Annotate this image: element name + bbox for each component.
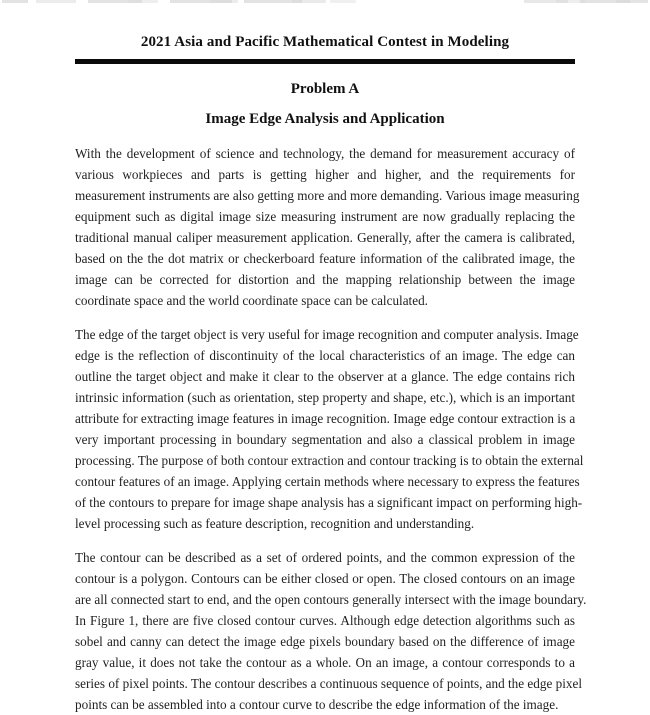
text-line: of the contours to prepare for image shape analysis has a significant impact on performing high- (75, 495, 583, 510)
text-line: based on the the dot matrix or checkerboard feature information of the calibrated image, the (75, 251, 575, 266)
text-line: are all connected start to end, and the open contours generally intersect with the image boundary. (75, 592, 587, 607)
page-edge-artifacts (0, 0, 650, 4)
paragraph (75, 143, 580, 311)
text-line: equipment such as digital image size measuring instrument are now gradually replacing the (75, 209, 575, 224)
text-line: In Figure 1, there are five closed contour curves. Although edge detection algorithms such as (75, 613, 575, 628)
text-line: level processing such as feature description, recognition and understanding. (75, 516, 475, 531)
text-line: sobel and canny can detect the image edge pixels boundary based on the difference of image (75, 634, 575, 649)
text-line: contour features of an image. Applying certain methods where necessary to express the features (75, 474, 580, 489)
text-line: image can be corrected for distortion and the mapping relationship between the image (75, 272, 575, 287)
text-line: With the development of science and technology, the demand for measurement accuracy of (75, 146, 575, 161)
text-line: edge is the reflection of discontinuity of the local characteristics of an image. The edge can (75, 348, 575, 363)
title-divider-rule (75, 59, 575, 64)
paragraph (75, 547, 587, 715)
problem-title: Image Edge Analysis and Application (205, 111, 445, 127)
text-line: processing. The purpose of both contour extraction and contour tracking is to obtain the external (75, 453, 584, 468)
text-line: very important processing in boundary segmentation and also a classical problem in image (75, 432, 575, 447)
text-line: outline the target object and make it clear to the observer at a glance. The edge contains rich (75, 369, 575, 384)
document-content (75, 0, 587, 715)
text-line: attribute for extracting image features in image recognition. Image edge contour extraction is a (75, 411, 576, 426)
problem-label: Problem A (290, 81, 360, 97)
contest-title: 2021 Asia and Pacific Mathematical Contest in Modeling (140, 34, 510, 50)
text-line: coordinate space and the world coordinate space can be calculated. (75, 293, 428, 308)
text-line: series of pixel points. The contour describes a continuous sequence of points, and the edge pixel (75, 676, 582, 691)
text-line: traditional manual caliper measurement application. Generally, after the camera is calibrated, (75, 230, 575, 245)
text-line: various workpieces and parts is getting higher and higher, and the requirements for (75, 167, 575, 182)
text-line: points can be assembled into a contour curve to describe the edge information of the image. (75, 697, 559, 712)
text-line: contour is a polygon. Contours can be either closed or open. The closed contours on an image (75, 571, 575, 586)
paragraphs (75, 143, 587, 715)
text-line: gray value, it does not take the contour as a whole. On an image, a contour corresponds to a (75, 655, 575, 670)
text-line: intrinsic information (such as orientation, step property and shape, etc.), which is an important (75, 390, 575, 405)
text-line: The edge of the target object is very useful for image recognition and computer analysis. Image (75, 327, 579, 342)
text-line: measurement instruments are also getting more and more demanding. Various image measuring (75, 188, 580, 203)
text-line: The contour can be described as a set of ordered points, and the common expression of the (75, 550, 575, 565)
paragraph (75, 324, 584, 534)
